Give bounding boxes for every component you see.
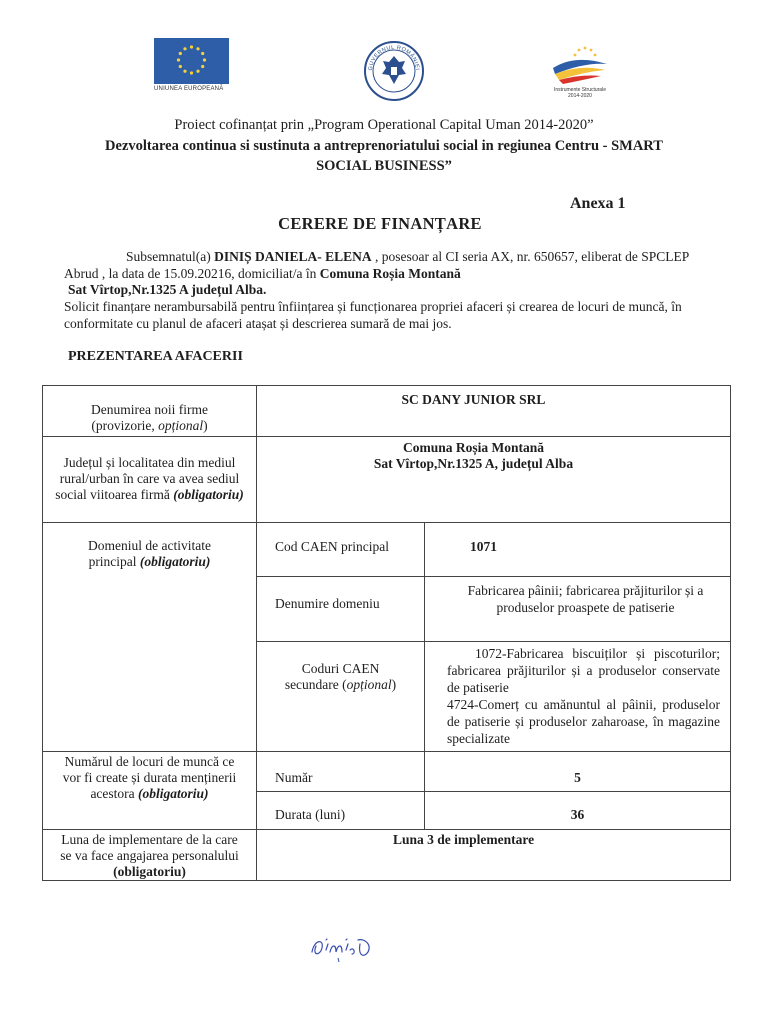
- section-title: PREZENTAREA AFACERII: [68, 349, 243, 364]
- eu-caption: UNIUNEA EUROPEANĂ: [154, 86, 224, 92]
- applicant-name: DINIȘ DANIELA- ELENA: [214, 249, 372, 264]
- duration-value: 36: [425, 792, 731, 830]
- domain-name-value: Fabricarea pâinii; fabricarea prăjiturilor și a produselor proaspete de patiserie: [425, 577, 731, 642]
- applicant-address-commune: Comuna Roșia Montană: [319, 265, 461, 281]
- location-label: Județul și localitatea din mediul rural/urban în care va avea sediul social viitoarea firmă (obligatoriu): [43, 437, 257, 523]
- implementation-month-value: Luna 3 de implementare: [257, 830, 731, 881]
- business-presentation-table: [42, 385, 731, 881]
- firm-name-value: SC DANY JUNIOR SRL: [257, 386, 731, 437]
- table-row: [43, 752, 731, 792]
- logo-bar: [0, 0, 768, 112]
- jobs-label: Numărul de locuri de muncă ce vor fi create și durata menținerii acestora (obligatoriu): [43, 752, 257, 830]
- project-title-line-2: SOCIAL BUSINESS”: [316, 158, 452, 174]
- job-count-value: 5: [425, 752, 731, 792]
- secondary-caen-1072: 1072-Fabricarea biscuiților și piscoturilor; fabricarea prăjiturilor și a produselor conservate de patiserie: [447, 646, 720, 695]
- table-row: [43, 437, 731, 523]
- project-title-line-1: Dezvoltarea continua si sustinuta a antreprenoriatului social in regiunea Centru - SMART: [105, 138, 663, 154]
- table-row: [43, 830, 731, 881]
- main-caen-label: Cod CAEN principal: [257, 523, 425, 577]
- secondary-caen-4724: 4724-Comerț cu amănuntul al pâinii, produselor de patiserie și produselor zaharoase, în magazine specializate: [447, 697, 720, 746]
- annex-label: Anexa 1: [570, 195, 626, 212]
- table-row: [43, 523, 731, 577]
- duration-label: Durata (luni): [257, 792, 425, 830]
- implementation-month-label: Luna de implementare de la care se va face angajarea personalului (obligatoriu): [43, 830, 257, 881]
- secondary-caen-value: [425, 642, 731, 752]
- eu-flag-icon: [154, 38, 229, 84]
- seal-text: GUVERNUL ROMÂNIEI: [367, 44, 421, 71]
- applicant-declaration: Subsemnatul(a) DINIȘ DANIELA- ELENA , posesoar al CI seria AX, nr. 650657, eliberat de SPCLEP Abrud , la data de 15.09.20216, domiciliat/a în Comuna Roșia Montană Sat Vîrtop,Nr.1325 A județul Alba.: [64, 249, 689, 297]
- project-cofinancing-line: Proiect cofinanțat prin „Program Operational Capital Uman 2014-2020”: [174, 117, 594, 133]
- government-seal-icon: [363, 40, 425, 102]
- domain-name-label: Denumire domeniu: [257, 577, 425, 642]
- document-title: CERERE DE FINANȚARE: [278, 214, 482, 233]
- table-row: [43, 386, 731, 437]
- main-caen-value: 1071: [425, 523, 731, 577]
- main-activity-label: Domeniul de activitate principal (obligatoriu): [43, 523, 257, 752]
- secondary-caen-label: Coduri CAEN secundare (opțional): [257, 642, 425, 752]
- eu-logo: [154, 38, 232, 92]
- structural-instruments-caption: Instrumente Structurale 2014-2020: [554, 87, 606, 99]
- location-value: Comuna Roșia Montană Sat Vîrtop,Nr.1325 A, județul Alba: [257, 437, 731, 523]
- job-count-label: Număr: [257, 752, 425, 792]
- applicant-address-street: Sat Vîrtop,Nr.1325 A județul Alba.: [68, 282, 267, 297]
- funding-request-text: Solicit finanțare nerambursabilă pentru înființarea și funcționarea propriei afaceri și crearea de locuri de muncă, în conformitate cu planul de afaceri atașat și descrierea sumară de mai jos.: [64, 299, 682, 331]
- firm-name-label: Denumirea noii firme (provizorie, opțional): [43, 386, 257, 437]
- handwritten-signature: [308, 932, 378, 964]
